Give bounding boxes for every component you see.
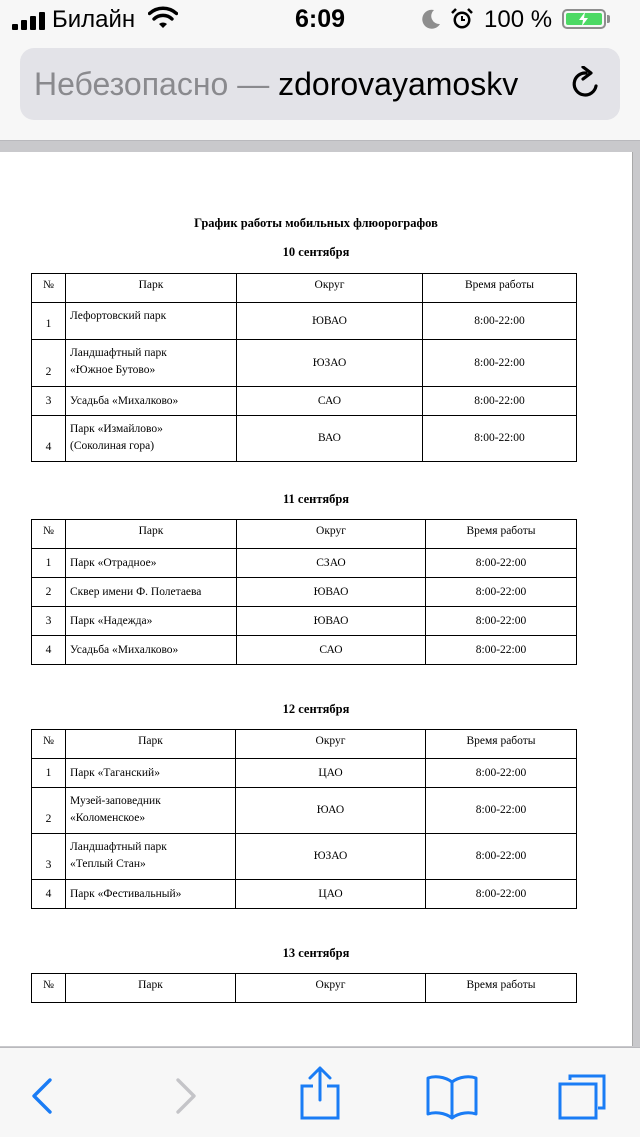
schedule-table [31,273,577,462]
working-hours: 8:00-22:00 [423,387,577,416]
working-hours: 8:00-22:00 [426,549,577,578]
working-hours: 8:00-22:00 [426,607,577,636]
column-header-district: Округ [236,974,426,1003]
column-header-park: Парк [66,274,237,303]
battery-percent: 100 % [484,6,553,33]
status-bar [0,0,640,40]
district: ЮАО [236,788,426,834]
column-header-time: Время работы [426,974,577,1003]
column-header-num: № [32,274,66,303]
row-number: 2 [32,788,66,834]
schedule-table [31,519,577,665]
row-number: 1 [32,549,66,578]
district: ЮЗАО [236,834,426,880]
working-hours: 8:00-22:00 [423,303,577,340]
url-fade [524,48,564,120]
moon-icon [420,8,442,30]
table-row [32,834,577,880]
table-row [32,636,577,665]
alarm-icon [450,7,474,31]
park-name: Ландшафтный парк «Южное Бутово» [66,340,237,387]
day-heading: 11 сентября [282,492,350,506]
url-domain: zdorovayamoskv [278,66,519,102]
battery-cap [607,15,610,23]
table-row [32,549,577,578]
schedule-table [31,729,577,909]
district: ВАО [237,416,423,462]
column-header-district: Округ [237,274,423,303]
working-hours: 8:00-22:00 [423,416,577,462]
column-header-num: № [32,520,66,549]
table-row [32,788,577,834]
table-row [32,880,577,909]
district: ЦАО [236,880,426,909]
park-name: Парк «Отрадное» [66,549,237,578]
column-header-time: Время работы [426,520,577,549]
column-header-num: № [32,974,66,1003]
table-row [32,387,577,416]
park-name: Парк «Измайлово» (Соколиная гора) [66,416,237,462]
working-hours: 8:00-22:00 [426,759,577,788]
district: ЦАО [236,759,426,788]
back-icon[interactable] [18,1072,70,1120]
park-name: Парк «Таганский» [66,759,236,788]
column-header-park: Парк [66,730,236,759]
row-number: 1 [32,759,66,788]
park-name: Лефортовский парк [66,303,237,340]
table-row [32,416,577,462]
column-header-park: Парк [66,520,237,549]
park-name: Ландшафтный парк «Теплый Стан» [66,834,236,880]
district: САО [237,636,426,665]
day-heading: 10 сентября [282,245,350,259]
clock: 6:09 [294,5,346,33]
table-row [32,303,577,340]
table-row [32,759,577,788]
district: ЮЗАО [237,340,423,387]
url-bar[interactable] [20,48,620,120]
row-number: 2 [32,578,66,607]
share-icon[interactable] [294,1064,346,1120]
schedule-table [31,973,577,1003]
row-number: 1 [32,303,66,340]
reload-icon[interactable] [568,66,604,102]
working-hours: 8:00-22:00 [426,636,577,665]
park-name: Усадьба «Михалково» [66,636,237,665]
browser-top-chrome [0,0,640,141]
table-row [32,578,577,607]
carrier-name: Билайн [52,6,136,33]
row-number: 4 [32,416,66,462]
url-text[interactable] [34,66,518,103]
working-hours: 8:00-22:00 [426,578,577,607]
row-number: 3 [32,387,66,416]
document-page [0,152,633,1046]
row-number: 2 [32,340,66,387]
district: САО [237,387,423,416]
working-hours: 8:00-22:00 [426,834,577,880]
park-name: Музей-заповедник «Коломенское» [66,788,236,834]
working-hours: 8:00-22:00 [426,880,577,909]
column-header-time: Время работы [423,274,577,303]
bookmarks-icon[interactable] [424,1072,480,1120]
day-heading: 12 сентября [282,702,350,716]
battery-icon [562,9,606,29]
district: ЮВАО [237,578,426,607]
day-heading: 13 сентября [282,946,350,960]
tabs-icon[interactable] [556,1072,608,1120]
column-header-park: Парк [66,974,236,1003]
park-name: Усадьба «Михалково» [66,387,237,416]
district: СЗАО [237,549,426,578]
table-row [32,607,577,636]
working-hours: 8:00-22:00 [423,340,577,387]
row-number: 4 [32,636,66,665]
row-number: 3 [32,607,66,636]
table-row [32,340,577,387]
forward-icon[interactable] [158,1072,210,1120]
row-number: 4 [32,880,66,909]
column-header-district: Округ [236,730,426,759]
row-number: 3 [32,834,66,880]
column-header-district: Округ [237,520,426,549]
park-name: Парк «Фестивальный» [66,880,236,909]
park-name: Парк «Надежда» [66,607,237,636]
district: ЮВАО [237,607,426,636]
park-name: Сквер имени Ф. Полетаева [66,578,237,607]
insecure-label: Небезопасно — [34,66,270,102]
working-hours: 8:00-22:00 [426,788,577,834]
column-header-num: № [32,730,66,759]
district: ЮВАО [237,303,423,340]
document-title: График работы мобильных флюорографов [194,216,438,230]
browser-toolbar [0,1047,640,1137]
column-header-time: Время работы [426,730,577,759]
